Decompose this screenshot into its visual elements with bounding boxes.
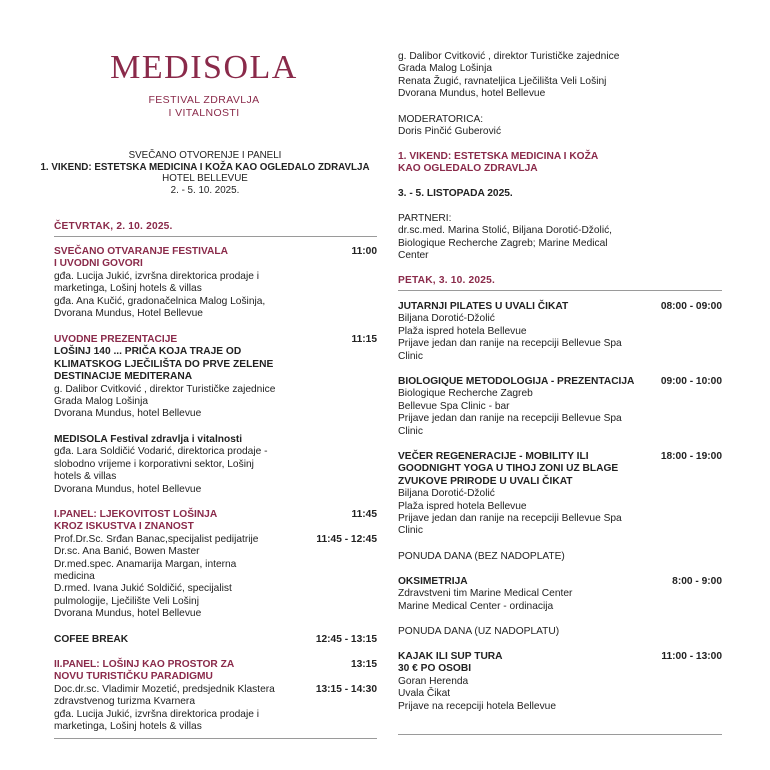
item-time-range: 13:15 - 14:30 [315,684,377,695]
item-line: Plaža ispred hotela Bellevue [398,500,527,512]
program-item-coffee-break [54,634,128,646]
item-line: Dr.med.spec. Anamarija Margan, interna [54,558,237,570]
program-item-oximetry [398,576,572,613]
header-line2: 1. VIKEND: ESTETSKA MEDICINA I KOŽA KAO OGLEDALO ZDRAVLJA [40,161,370,173]
program-item-medisola [54,434,267,496]
item-line: Prijave jedan dan ranije na recepciji Bellevue Spa [398,338,622,350]
program-item-biologique [398,376,634,438]
item-line: gđa. Lucija Jukić, izvršna direktorica prodaje i [54,708,259,720]
day-heading-friday: PETAK, 3. 10. 2025. [398,275,496,286]
item-line: g. Dalibor Cvitković , direktor Turističke zajednice [398,51,620,62]
item-line: Zdravstveni tim Marine Medical Center [398,588,573,600]
item-line: Clinic [398,350,423,362]
partners [398,213,612,263]
item-line: Doc.dr.sc. Vladimir Mozetić, predsjednik Klastera [54,683,275,695]
item-line: g. Dalibor Cvitković , direktor Turističke zajednice [54,383,276,395]
program-item-panel-1 [54,509,258,621]
header-line4: 2. - 5. 10. 2025. [170,184,240,196]
item-line: D.rmed. Ivana Jukić Soldičić, specijalist [54,583,232,595]
offer-paid-label: PONUDA DANA (UZ NADOPLATU) [398,626,560,637]
item-line: gđa. Lucija Jukić, izvršna direktorica prodaje i [54,270,259,282]
item-time: 11:45 [351,509,377,520]
item-line: Dvorana Mundus, hotel Bellevue [54,483,202,495]
day-heading-thursday: ČETVRTAK, 2. 10. 2025. [54,221,173,232]
logo-subtitle-line2: I VITALNOSTI [168,106,240,119]
item-line: Bellevue Spa Clinic - bar [398,400,510,412]
item-time: 11:15 [351,334,377,345]
logo-subtitle-line1: FESTIVAL ZDRAVLJA [148,94,260,106]
item-line: pulmologije, Lječilište Veli Lošinj [54,595,199,607]
item-line: marketinga, Lošinj hotels & villas [54,283,202,295]
item-line: dr.sc.med. Marina Stolić, Biljana Dorotić-Džolić, [398,225,613,237]
item-title: NOVU TURISTIČKU PARADIGMU [54,671,213,683]
item-title: BIOLOGIQUE METODOLOGIJA - PREZENTACIJA [398,376,635,387]
item-title: I UVODNI GOVORI [54,258,143,270]
weekend-dates: 3. - 5. LISTOPADA 2025. [398,188,513,199]
program-item-intro-presentations [54,334,275,421]
item-line: Grada Malog Lošinja [54,396,149,408]
item-line: Dvorana Mundus, Hotel Bellevue [54,308,203,320]
event-header [40,150,370,196]
item-time: 11:00 - 13:00 [661,651,722,662]
item-time: 18:00 - 19:00 [660,451,722,462]
item-subtitle: LOŠINJ 140 ... PRIČA KOJA TRAJE OD [54,346,242,358]
moderator-label: MODERATORICA: [398,114,484,125]
item-line: Dvorana Mundus, hotel Bellevue [398,88,546,100]
logo-title: MEDISOLA [110,49,298,86]
item-time: 13:15 [350,659,377,670]
program-item-opening [54,246,265,320]
item-line: Dvorana Mundus, hotel Bellevue [54,608,202,620]
item-subtitle: DESTINACIJE MEDITERANA [54,371,193,383]
item-title: UVODNE PREZENTACIJE [54,334,178,345]
item-subtitle: KLIMATSKOG LJEČILIŠTA DO PRVE ZELENE [54,358,274,370]
item-line: Uvala Čikat [398,688,451,700]
item-line: slobodno vrijeme i korporativni sektor, Lošinj [54,458,254,470]
panel-1-continued [398,51,619,101]
divider [54,738,377,739]
item-line: Marine Medical Center - ordinacija [398,600,554,612]
item-title: VEČER REGENERACIJE - MOBILITY ILI [398,451,589,462]
weekend-title: KAO OGLEDALO ZDRAVLJA [398,163,538,175]
item-line: gđa. Lara Soldičić Vodarić, direktorica prodaje - [54,446,268,458]
offer-free-label: PONUDA DANA (BEZ NADOPLATE) [398,551,565,562]
item-line: Clinic [398,425,423,437]
item-time: 09:00 - 10:00 [660,376,722,387]
weekend-title: 1. VIKEND: ESTETSKA MEDICINA I KOŽA [398,151,599,162]
item-time: 11:00 [351,246,377,257]
item-title: SVEČANO OTVARANJE FESTIVALA [54,246,228,257]
divider [54,236,377,237]
item-title: II.PANEL: LOŠINJ KAO PROSTOR ZA [54,659,235,670]
item-time: 8:00 - 9:00 [672,576,722,587]
item-line: medicina [54,571,95,583]
item-line: Center [398,250,429,262]
item-line: zdravstvenog turizma Kvarnera [54,696,195,708]
item-title: COFEE BREAK [54,634,129,645]
item-line: Biologique Recherche Zagreb [398,388,533,400]
item-line: Biologique Recherche Zagreb; Marine Medical [398,237,608,249]
header-line1: SVEČANO OTVORENJE I PANELI [128,150,282,161]
item-line: Prof.Dr.Sc. Srđan Banac,specijalist pedijatrije [54,533,259,545]
divider [398,734,722,735]
item-line: Dr.sc. Ana Banić, Bowen Master [54,546,200,558]
weekend-heading [398,151,598,176]
divider [398,290,722,291]
item-title: JUTARNJI PILATES U UVALI ČIKAT [398,301,569,312]
item-title: GOODNIGHT YOGA U TIHOJ ZONI UZ BLAGE [398,463,619,475]
item-line: Biljana Dorotić-Džolić [398,313,495,325]
item-title: ZVUKOVE PRIRODE U UVALI ČIKAT [398,475,573,487]
program-item-panel-2 [54,659,275,733]
item-line: Biljana Dorotić-Džolić [398,488,495,500]
header-line3: HOTEL BELLEVUE [162,173,248,185]
item-line: Grada Malog Lošinja [398,63,493,75]
item-time: 12:45 - 13:15 [315,634,377,645]
moderator [398,114,501,139]
program-item-pilates [398,301,622,363]
item-line: Prijave na recepciji hotela Bellevue [398,700,556,712]
item-title: KROZ ISKUSTVA I ZNANOST [54,521,194,533]
program-item-regeneration [398,451,622,538]
item-line: Renata Žugić, ravnateljica Lječilišta Veli Lošinj [398,75,607,87]
item-title: 30 € PO OSOBI [398,663,472,675]
item-line: hotels & villas [54,471,117,483]
item-line: Clinic [398,525,423,537]
item-time-range: 11:45 - 12:45 [316,534,377,545]
item-line: Prijave jedan dan ranije na recepciji Bellevue Spa [398,413,622,425]
moderator-name: Doris Pinčić Guberović [398,126,502,138]
item-line: gđa. Ana Kučić, gradonačelnica Malog Lošinja, [54,295,266,307]
item-line: Prijave jedan dan ranije na recepciji Bellevue Spa [398,513,622,525]
item-line: Goran Herenda [398,675,469,687]
item-line: Plaža ispred hotela Bellevue [398,325,527,337]
item-line: Dvorana Mundus, hotel Bellevue [54,408,202,420]
item-title: MEDISOLA Festival zdravlja i vitalnosti [54,434,243,445]
item-time: 08:00 - 09:00 [660,301,722,312]
program-item-kayak [398,651,556,713]
partners-label: PARTNERI: [398,213,452,224]
item-line: marketinga, Lošinj hotels & villas [54,721,202,733]
item-title: I.PANEL: LJEKOVITOST LOŠINJA [54,509,218,520]
logo-subtitle [104,94,304,119]
item-title: OKSIMETRIJA [398,576,468,587]
item-title: KAJAK ILI SUP TURA [398,651,503,662]
